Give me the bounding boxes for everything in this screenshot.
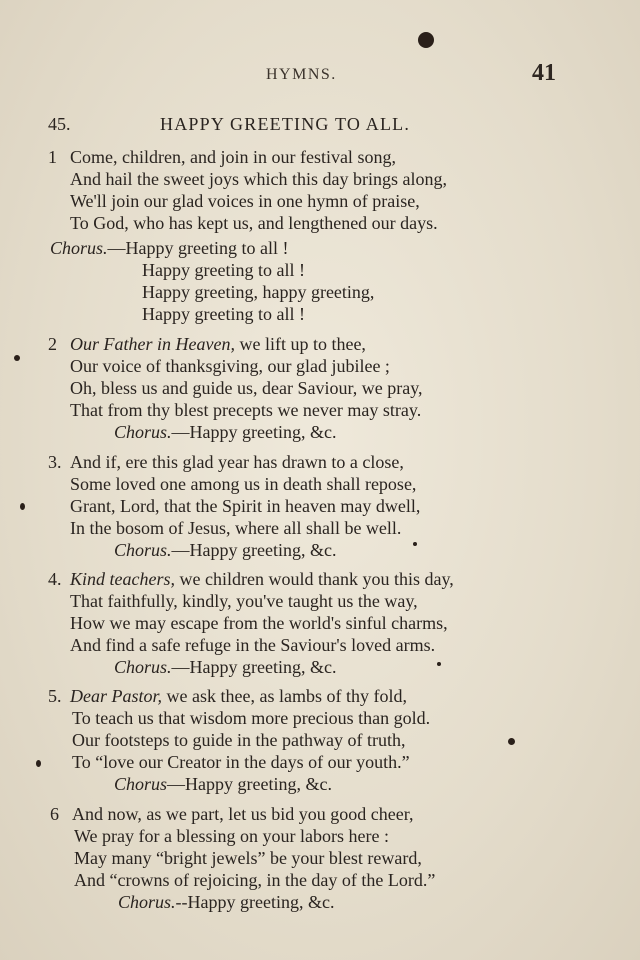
verse-6-line-4: And “crowns of rejoicing, in the day of the Lord.”: [74, 870, 436, 890]
verse-3-line-1: 3. And if, ere this glad year has drawn to a close,: [48, 452, 404, 472]
ink-speck: [20, 503, 25, 510]
verse-1-line-2: And hail the sweet joys which this day brings along,: [70, 169, 447, 189]
verse-number: 4.: [48, 569, 62, 589]
verse-3-line-2: Some loved one among us in death shall repose,: [70, 474, 417, 494]
page-number: 41: [532, 60, 556, 86]
verse-number: 6: [50, 804, 59, 824]
verse-6-line-1: 6 And now, as we part, let us bid you good cheer,: [50, 804, 414, 824]
chorus-refrain-4: Chorus.—Happy greeting, &c.: [114, 657, 337, 677]
verse-5-line-2: To teach us that wisdom more precious than gold.: [72, 708, 431, 728]
chorus-refrain-2: Chorus.—Happy greeting, &c.: [114, 422, 337, 442]
chorus-refrain-6: Chorus.--Happy greeting, &c.: [118, 892, 335, 912]
chorus-refrain-5: Chorus—Happy greeting, &c.: [114, 774, 332, 794]
ink-speck: [508, 738, 515, 745]
verse-6-line-2: We pray for a blessing on your labors here :: [74, 826, 389, 846]
verse-5-line-4: To “love our Creator in the days of our youth.”: [72, 752, 410, 772]
verse-1-line-4: To God, who has kept us, and lengthened our days.: [70, 213, 438, 233]
verse-4-line-4: And find a safe refuge in the Saviour's loved arms.: [70, 635, 436, 655]
hymn-number: 45.: [48, 114, 71, 134]
ink-speck: [36, 760, 41, 767]
verse-3-line-3: Grant, Lord, that the Spirit in heaven may dwell,: [70, 496, 421, 516]
ink-speck: [14, 355, 20, 361]
verse-5-line-3: Our footsteps to guide in the pathway of truth,: [72, 730, 406, 750]
hymn-title: HAPPY GREETING TO ALL.: [160, 114, 411, 134]
verse-5-line-1: 5. Dear Pastor, we ask thee, as lambs of thy fold,: [48, 686, 407, 706]
chorus-label: Chorus.: [50, 238, 108, 258]
chorus-line-1: Chorus.—Happy greeting to all !: [50, 238, 289, 258]
ink-speck: [437, 662, 441, 666]
chorus-refrain-3: Chorus.—Happy greeting, &c.: [114, 540, 337, 560]
verse-6-line-3: May many “bright jewels” be your blest reward,: [74, 848, 422, 868]
chorus-line-2: Happy greeting to all !: [142, 260, 305, 280]
running-title: HYMNS.: [266, 66, 337, 83]
verse-4-line-1: 4. Kind teachers, we children would thank you this day,: [48, 569, 454, 589]
chorus-line-3: Happy greeting, happy greeting,: [142, 282, 375, 302]
verse-1-line-3: We'll join our glad voices in one hymn of praise,: [70, 191, 420, 211]
verse-4-line-2: That faithfully, kindly, you've taught us the way,: [70, 591, 418, 611]
verse-number: 2: [48, 334, 57, 354]
ink-blot: [418, 32, 434, 48]
verse-number: 1: [48, 147, 57, 167]
verse-number: 5.: [48, 686, 62, 706]
verse-2-line-2: Our voice of thanksgiving, our glad jubilee ;: [70, 356, 390, 376]
verse-1-line-1: 1 Come, children, and join in our festival song,: [48, 147, 396, 167]
verse-2-line-1: 2 Our Father in Heaven, we lift up to thee,: [48, 334, 366, 354]
verse-4-line-3: How we may escape from the world's sinful charms,: [70, 613, 448, 633]
verse-2-line-3: Oh, bless us and guide us, dear Saviour, we pray,: [70, 378, 423, 398]
ink-speck: [413, 542, 417, 546]
verse-2-line-4: That from thy blest precepts we never may stray.: [70, 400, 422, 420]
verse-number: 3.: [48, 452, 62, 472]
chorus-line-4: Happy greeting to all !: [142, 304, 305, 324]
verse-3-line-4: In the bosom of Jesus, where all shall be well.: [70, 518, 402, 538]
